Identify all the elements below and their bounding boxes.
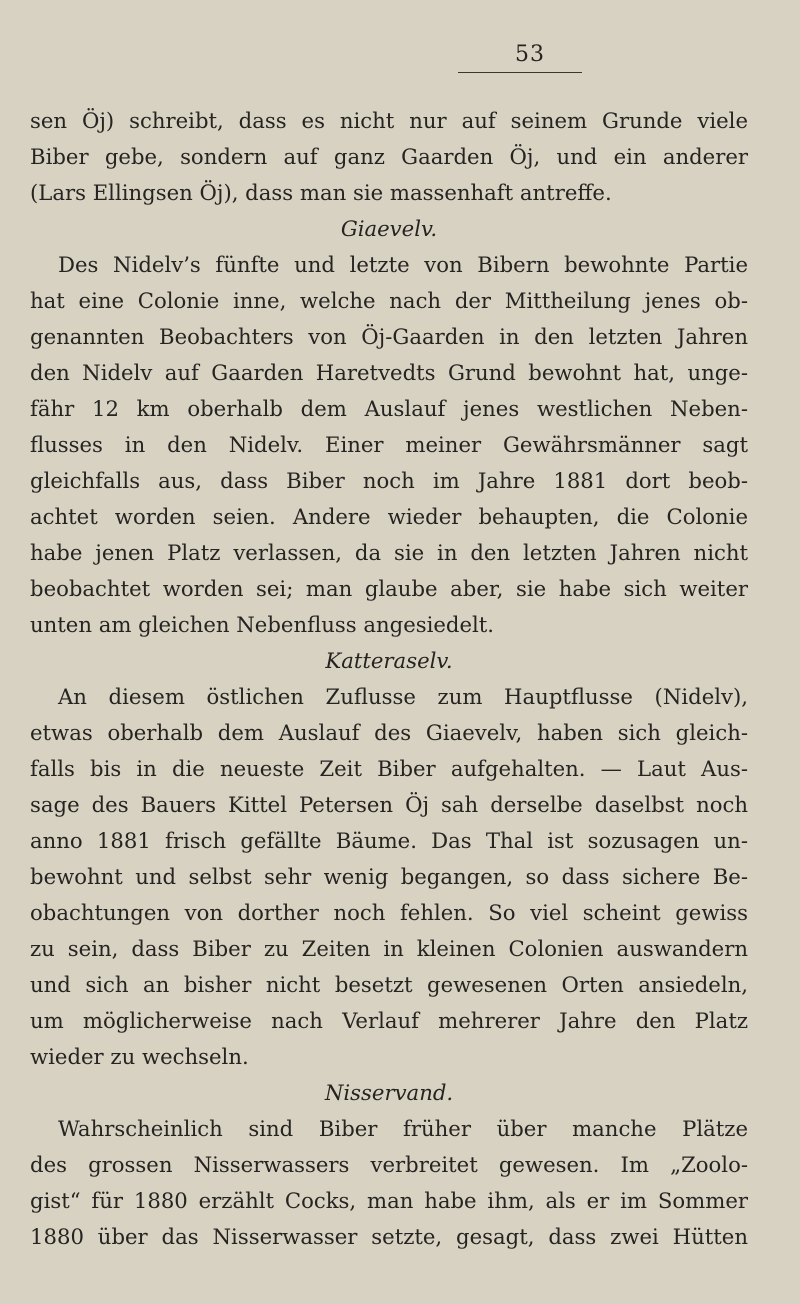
text-line: und sich an bisher nicht besetzt gewesenen Orten ansiedeln, bbox=[30, 972, 748, 997]
text-line: Des Nidelv’s fünfte und letzte von Bibern bewohnte Partie bbox=[58, 252, 748, 277]
text-line: An diesem östlichen Zuflusse zum Hauptflusse (Nidelv), bbox=[58, 684, 748, 709]
text-line: den Nidelv auf Gaarden Haretvedts Grund bewohnt hat, unge- bbox=[30, 360, 748, 385]
text-line: falls bis in die neueste Zeit Biber aufgehalten. — Laut Aus- bbox=[30, 756, 748, 781]
text-line: zu sein, dass Biber zu Zeiten in kleinen Colonien auswandern bbox=[30, 936, 748, 961]
text-line: des grossen Nisserwassers verbreitet gewesen. Im „Zoolo- bbox=[30, 1152, 748, 1177]
section-heading-katteraselv: Katteraselv. bbox=[325, 648, 453, 673]
text-line: habe jenen Platz verlassen, da sie in den letzten Jahren nicht bbox=[30, 540, 748, 565]
section-heading-giaevelv: Giaevelv. bbox=[340, 216, 438, 241]
text-line: genannten Beobachters von Öj-Gaarden in den letzten Jahren bbox=[30, 324, 748, 349]
text-line: flusses in den Nidelv. Einer meiner Gewährsmänner sagt bbox=[30, 432, 748, 457]
text-line: bewohnt und selbst sehr wenig begangen, so dass sichere Be- bbox=[30, 864, 748, 889]
body-text bbox=[30, 103, 748, 1255]
text-line: unten am gleichen Nebenfluss angesiedelt. bbox=[30, 612, 495, 637]
text-line: gist“ für 1880 erzählt Cocks, man habe ihm, als er im Sommer bbox=[30, 1188, 748, 1213]
text-line: Wahrscheinlich sind Biber früher über manche Plätze bbox=[58, 1116, 748, 1141]
text-line: obachtungen von dorther noch fehlen. So viel scheint gewiss bbox=[30, 900, 748, 925]
text-line: (Lars Ellingsen Öj), dass man sie massenhaft antreffe. bbox=[30, 180, 612, 205]
section-heading-nisservand: Nisservand. bbox=[324, 1080, 454, 1105]
text-line: sage des Bauers Kittel Petersen Öj sah derselbe daselbst noch bbox=[30, 792, 748, 817]
text-line: achtet worden seien. Andere wieder behaupten, die Colonie bbox=[30, 504, 748, 529]
text-line: Biber gebe, sondern auf ganz Gaarden Öj, und ein anderer bbox=[30, 144, 748, 169]
text-line: beobachtet worden sei; man glaube aber, sie habe sich weiter bbox=[30, 576, 748, 601]
text-line: 1880 über das Nisserwasser setzte, gesagt, dass zwei Hütten bbox=[30, 1224, 748, 1249]
text-line: etwas oberhalb dem Auslauf des Giaevelv, haben sich gleich- bbox=[30, 720, 748, 745]
page-number: 53 bbox=[515, 42, 545, 67]
page-number-rule bbox=[458, 72, 582, 73]
text-line: gleichfalls aus, dass Biber noch im Jahre 1881 dort beob- bbox=[30, 468, 748, 493]
text-line: fähr 12 km oberhalb dem Auslauf jenes westlichen Neben- bbox=[30, 396, 748, 421]
text-line: wieder zu wechseln. bbox=[30, 1044, 249, 1069]
text-line: um möglicherweise nach Verlauf mehrerer Jahre den Platz bbox=[30, 1008, 748, 1033]
text-line: sen Öj) schreibt, dass es nicht nur auf seinem Grunde viele bbox=[30, 108, 748, 133]
text-line: anno 1881 frisch gefällte Bäume. Das Thal ist sozusagen un- bbox=[30, 828, 748, 853]
text-line: hat eine Colonie inne, welche nach der Mittheilung jenes ob- bbox=[30, 288, 748, 313]
